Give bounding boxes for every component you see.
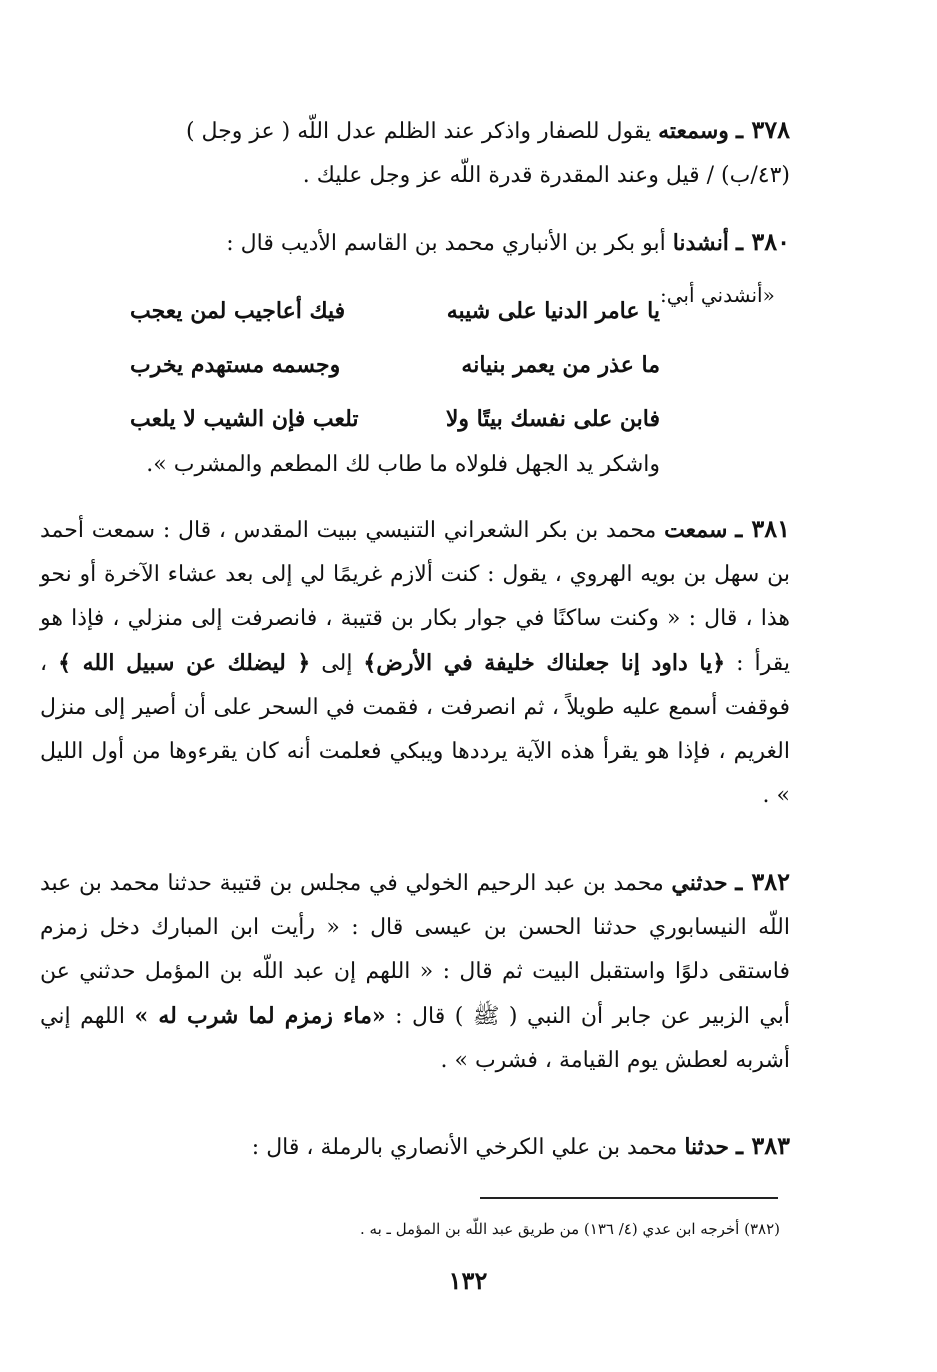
paragraph-380: [40, 220, 790, 266]
verse-second-hemistich: تلعب فإن الشيب لا يلعب: [130, 406, 359, 432]
paragraph-text: محمد بن علي الكرخي الأنصاري بالرملة ، قال :: [251, 1135, 678, 1160]
paragraph-lead-word: أنشدنا: [672, 230, 729, 256]
poem-verse: [130, 338, 660, 392]
footnote: (٣٨٢) أخرجه ابن عدي (٤/ ١٣٦) من طريق عبد اللّه بن المؤمل ـ به .: [360, 1220, 780, 1238]
quran-quote: ﴿ ليضلك عن سبيل الله ﴾: [58, 650, 311, 676]
paragraph-382: [40, 860, 790, 1083]
paragraph-number: ٣٨١ ـ: [735, 514, 790, 543]
verse-first-hemistich: ما عذر من يعمر بنيانه: [461, 352, 660, 378]
paragraph-number: ٣٨٠ ـ: [735, 227, 790, 256]
paragraph-381-body: [40, 507, 790, 818]
verse-first-hemistich: فابن على نفسك بيتًا ولا: [445, 406, 660, 432]
paragraph-381: [40, 507, 790, 818]
paragraph-378-line-2: [40, 154, 790, 198]
paragraph-lead-word: حدثني: [671, 870, 728, 896]
poem-intro: «أنشدني أبي:: [660, 283, 775, 307]
hadith-quote: «ماء زمزم لما شرب له »: [134, 1003, 386, 1029]
verse-first-hemistich: يا عامر الدنيا على شيبه: [446, 298, 660, 324]
paragraph-number: ٣٨٢ ـ: [735, 867, 791, 896]
verse-second-hemistich: فيك أعاجيب لمن يعجب: [130, 298, 346, 324]
footnote-separator: [480, 1197, 778, 1199]
poem: [130, 284, 660, 446]
paragraph-number: ٣٨٣ ـ: [735, 1131, 790, 1160]
poem-verse: [130, 284, 660, 338]
poem-verse: [130, 392, 660, 446]
paragraph-383-line-1: [40, 1124, 790, 1170]
paragraph-text: محمد بن عبد الرحيم الخولي في مجلس بن قتيبة حدثنا محمد بن عبد اللّه النيسابوري حدثنا الحسن بن عيسى قال : « رأيت ابن المبارك دخل زمزم فاستقى دلوًا واستقبل البيت ثم قال : « اللهم إن عبد اللّه بن المؤمل حدثني عن أبي الزبير عن جابر أن النبي ( ﷺ ) قال :: [40, 871, 791, 1029]
paragraph-lead-word: سمعت: [664, 517, 728, 543]
poem-closing-line: واشكر يد الجهل فلولاه ما طاب لك المطعم والمشرب ».: [146, 452, 660, 477]
paragraph-text: إلى: [321, 651, 353, 676]
paragraph-lead-word: حدثنا: [684, 1134, 729, 1160]
paragraph-text: اللهم إني أشربه لعطش يوم القيامة ، فشرب » .: [40, 1004, 790, 1073]
paragraph-text: ، فوقفت أسمع عليه طويلاً ، ثم انصرفت ، فقمت في السحر على أن أصير إلى منزل الغريم ، فإذا هو يقرأ هذه الآية يرددها ويبكي فعلمت أنه كان يقرءوها من أول الليل » .: [40, 651, 790, 808]
page-number: ١٣٢: [448, 1266, 488, 1295]
verse-second-hemistich: وجسمه مستهدم يخرب: [130, 352, 341, 378]
paragraph-383: [40, 1124, 790, 1170]
paragraph-380-line-1: [40, 220, 790, 266]
paragraph-378: [40, 108, 790, 198]
paragraph-382-body: [40, 860, 790, 1083]
paragraph-text: أبو بكر بن الأنباري محمد بن القاسم الأديب قال :: [226, 231, 666, 256]
paragraph-text: يقول للصفار واذكر عند الظلم عدل اللّه ( عز وجل ): [185, 119, 652, 144]
paragraph-lead-word: وسمعته: [658, 118, 729, 144]
paragraph-text: (٤٣/ب) / قيل وعند المقدرة قدرة اللّه عز وجل عليك .: [302, 163, 790, 188]
paragraph-378-line-1: [40, 108, 790, 154]
paragraph-text: محمد بن بكر الشعراني التنيسي ببيت المقدس ، قال : سمعت أحمد بن سهل بن بويه الهروي ، يقول : كنت ألازم غريمًا لي إلى بعد عشاء الآخرة أو نحو هذا ، قال : « وكنت ساكنًا في جوار بكار بن قتيبة ، فانصرفت إلى منزلي ، فإذا هو يقرأ :: [40, 518, 790, 676]
quran-quote: ﴿يا داود إنا جعلناك خليفة في الأرض﴾: [363, 650, 726, 676]
paragraph-number: ٣٧٨ ـ: [735, 115, 790, 144]
